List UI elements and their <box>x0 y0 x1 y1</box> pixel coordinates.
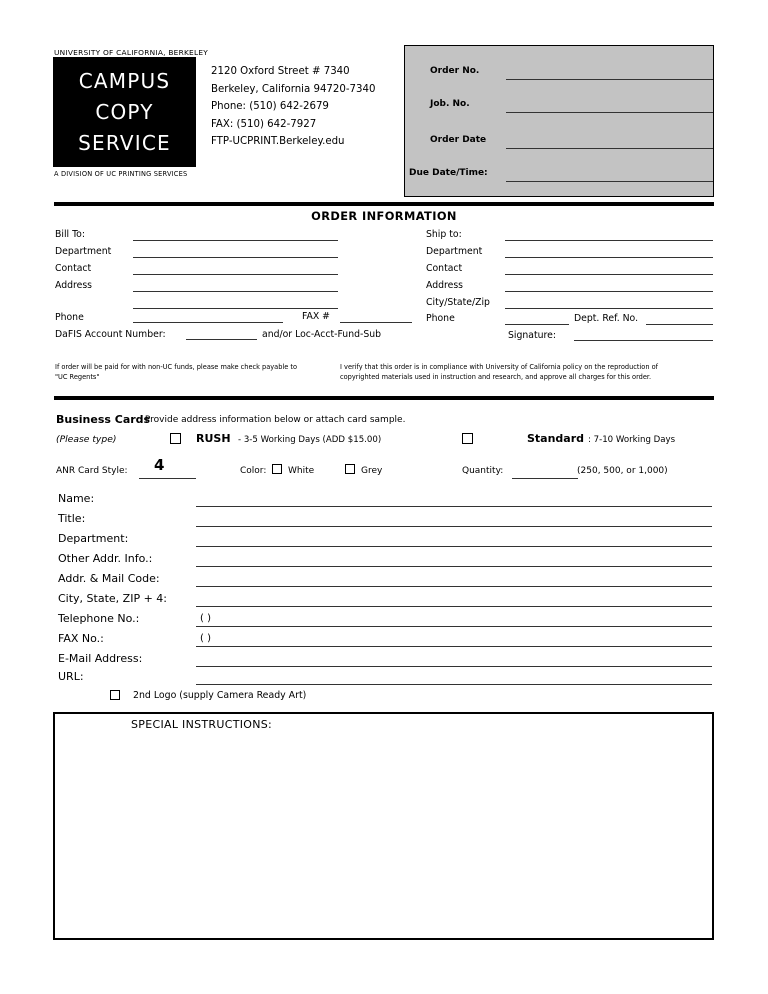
logo-line-campus: CAMPUS <box>78 68 171 93</box>
ship-address-label: Address <box>426 280 464 291</box>
ship-city-state-zip-label: City/State/Zip <box>426 297 490 308</box>
special-instructions-label: SPECIAL INSTRUCTIONS: <box>131 718 273 731</box>
second-logo-label: 2nd Logo (supply Camera Ready Art) <box>133 690 307 701</box>
bill-department-input[interactable] <box>133 257 338 258</box>
non-uc-funds-disclaimer: If order will be paid for with non-UC funds, please make check payable to "UC Regents" <box>55 363 298 381</box>
signature-label: Signature: <box>508 330 556 341</box>
card-field-input-other-addr-info[interactable] <box>196 566 712 567</box>
card-field-input-fax-no[interactable] <box>196 646 712 647</box>
card-field-label-fax-no: FAX No.: <box>58 632 104 645</box>
dept-ref-no-input[interactable] <box>646 324 713 325</box>
bill-address-input[interactable] <box>133 291 338 292</box>
bill-fax-label: FAX # <box>302 311 330 322</box>
card-field-label-telephone-no: Telephone No.: <box>58 612 140 625</box>
bill-department-label: Department <box>55 246 112 257</box>
business-cards-title: Business Cards <box>56 413 151 426</box>
address-phone: Phone: (510) 642-2679 <box>211 101 329 113</box>
card-field-input-url[interactable] <box>196 684 712 685</box>
bill-contact-label: Contact <box>55 263 92 274</box>
address-street: 2120 Oxford Street # 7340 <box>211 66 350 77</box>
please-type-note: (Please type) <box>56 434 117 445</box>
card-field-input-city-state-zip[interactable] <box>196 606 712 607</box>
ship-to-label: Ship to: <box>426 229 462 240</box>
logo-line-copy: COPY <box>95 99 154 124</box>
ship-department-input[interactable] <box>505 257 713 258</box>
quantity-hint: (250, 500, or 1,000) <box>577 466 668 476</box>
quantity-label: Quantity: <box>462 466 504 476</box>
color-label: Color: <box>240 466 267 476</box>
dafis-account-label: DaFIS Account Number: <box>55 329 166 340</box>
bill-fax-input[interactable] <box>340 322 412 323</box>
card-field-input-addr-mail-code[interactable] <box>196 586 712 587</box>
card-field-label-title: Title: <box>58 512 86 525</box>
card-field-label-email-address: E-Mail Address: <box>58 652 143 665</box>
anr-card-style-value[interactable]: 4 <box>154 456 165 474</box>
dafis-account-input[interactable] <box>186 339 257 340</box>
bill-to-input[interactable] <box>133 240 338 241</box>
bill-phone-label: Phone <box>55 312 84 323</box>
address-city-state-zip: Berkeley, California 94720-7340 <box>211 83 376 95</box>
anr-card-style-input[interactable] <box>139 478 196 479</box>
order-no-label: Order No. <box>430 66 480 76</box>
standard-detail: : 7-10 Working Days <box>588 435 676 445</box>
division-subtitle: A DIVISION OF UC PRINTING SERVICES <box>54 170 188 178</box>
rush-checkbox[interactable] <box>170 433 181 444</box>
card-field-label-other-addr-info: Other Addr. Info.: <box>58 552 153 565</box>
job-no-input[interactable] <box>506 112 713 113</box>
due-date-time-label: Due Date/Time: <box>409 168 488 178</box>
logo-line-service: SERVICE <box>78 130 171 155</box>
dafis-alt-label: and/or Loc-Acct-Fund-Sub <box>262 329 382 340</box>
color-white-checkbox[interactable] <box>272 464 282 474</box>
order-date-label: Order Date <box>430 135 487 145</box>
ship-phone-input[interactable] <box>505 324 569 325</box>
anr-card-style-label: ANR Card Style: <box>56 466 128 476</box>
address-fax: FAX: (510) 642-7927 <box>211 118 317 130</box>
fax-area-code-paren: ( ) <box>200 633 211 644</box>
card-field-label-city-state-zip: City, State, ZIP + 4: <box>58 592 167 605</box>
standard-checkbox[interactable] <box>462 433 473 444</box>
standard-label: Standard <box>527 432 585 445</box>
rush-label: RUSH <box>196 432 231 445</box>
card-field-label-url: URL: <box>58 670 84 683</box>
campus-copy-service-logo <box>53 57 196 167</box>
bill-phone-input[interactable] <box>133 322 283 323</box>
card-field-label-addr-mail-code: Addr. & Mail Code: <box>58 572 160 585</box>
second-logo-checkbox[interactable] <box>110 690 120 700</box>
quantity-input[interactable] <box>512 478 578 479</box>
signature-input[interactable] <box>574 340 713 341</box>
order-information-title: ORDER INFORMATION <box>311 209 457 223</box>
color-white-label: White <box>288 466 315 476</box>
business-cards-subtitle: : Provide address information below or attach card sample. <box>139 415 406 425</box>
ship-city-state-zip-input[interactable] <box>505 308 713 309</box>
divider-middle <box>54 396 714 400</box>
dept-ref-no-label: Dept. Ref. No. <box>574 313 639 324</box>
rush-detail: - 3-5 Working Days (ADD $15.00) <box>238 435 382 445</box>
order-date-input[interactable] <box>506 148 713 149</box>
card-field-input-email-address[interactable] <box>196 666 712 667</box>
bill-address-input-2[interactable] <box>133 308 338 309</box>
card-field-label-department: Department: <box>58 532 129 545</box>
bill-address-label: Address <box>55 280 93 291</box>
card-field-input-name[interactable] <box>196 506 712 507</box>
color-grey-checkbox[interactable] <box>345 464 355 474</box>
ship-contact-label: Contact <box>426 263 463 274</box>
card-field-input-telephone-no[interactable] <box>196 626 712 627</box>
ship-to-input[interactable] <box>505 240 713 241</box>
bill-to-label: Bill To: <box>55 229 86 240</box>
ship-department-label: Department <box>426 246 483 257</box>
ship-phone-label: Phone <box>426 313 455 324</box>
due-date-time-input[interactable] <box>506 181 713 182</box>
special-instructions-box[interactable] <box>53 712 714 940</box>
university-name: UNIVERSITY OF CALIFORNIA, BERKELEY <box>54 48 209 57</box>
bill-contact-input[interactable] <box>133 274 338 275</box>
card-field-label-name: Name: <box>58 492 95 505</box>
color-grey-label: Grey <box>361 466 383 476</box>
card-field-input-department[interactable] <box>196 546 712 547</box>
telephone-area-code-paren: ( ) <box>200 613 211 624</box>
copyright-compliance-disclaimer: I verify that this order is in compliance with University of California policy on the reproduction of copyrighted materials used in instruction and research, and approve all charges for this order. <box>340 363 658 381</box>
ship-contact-input[interactable] <box>505 274 713 275</box>
divider-top <box>54 202 714 206</box>
company-address-block <box>211 63 375 151</box>
card-field-input-title[interactable] <box>196 526 712 527</box>
job-no-label: Job. No. <box>430 99 470 109</box>
ship-address-input[interactable] <box>505 291 713 292</box>
address-ftp: FTP-UCPRINT.Berkeley.edu <box>211 136 345 148</box>
order-no-input[interactable] <box>506 79 713 80</box>
